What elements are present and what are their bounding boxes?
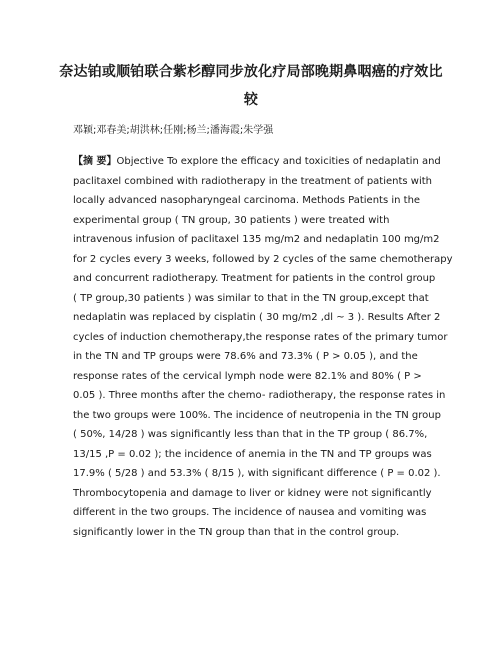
abstract-line: and concurrent radiotherapy. Treatment for patients in the control group	[73, 273, 436, 284]
abstract-line: in the TN and TP groups were 78.6% and 73.3% ( P > 0.05 ), and the	[73, 351, 418, 362]
abstract-tag: 【摘 要】	[73, 156, 117, 167]
abstract-line: Thrombocytopenia and damage to liver or kidney were not significantly	[73, 487, 432, 499]
abstract-line: ( TP group,30 patients ) was similar to that in the TN group,except that	[73, 292, 429, 304]
abstract-line: response rates of the cervical lymph node were 82.1% and 80% ( P >	[73, 370, 422, 382]
abstract	[73, 152, 453, 542]
abstract-line	[73, 152, 441, 172]
abstract-line: locally advanced nasopharyngeal carcinoma. Methods Patients in the	[73, 195, 421, 206]
title-line-1: 奈达铂或顺铂联合紫杉醇同步放化疗局部晚期鼻咽癌的疗效比	[59, 64, 443, 80]
abstract-line: significantly lower in the TN group than that in the control group.	[73, 526, 400, 538]
abstract-line: intravenous infusion of paclitaxel 135 mg/m2 and nedaplatin 100 mg/m2	[73, 234, 440, 245]
abstract-line: 0.05 ). Three months after the chemo- radiotherapy, the response rates in	[73, 390, 446, 401]
abstract-line: 17.9% ( 5/28 ) and 53.3% ( 8/15 ), with significant difference ( P = 0.02 ).	[73, 468, 441, 479]
title-line-2: 较	[243, 92, 259, 108]
author-list: 邓颖;邓春美;胡洪林;任刚;杨兰;潘海霞;朱学强	[73, 125, 274, 136]
paper-title	[40, 58, 462, 114]
abstract-line: paclitaxel combined with radiotherapy in the treatment of patients with	[73, 175, 433, 187]
abstract-line: experimental group ( TN group, 30 patients ) were treated with	[73, 214, 390, 226]
abstract-line: for 2 cycles every 3 weeks, followed by 2 cycles of the same chemotherapy	[73, 253, 453, 265]
abstract-line: the two groups were 100%. The incidence of neutropenia in the TN group	[73, 409, 441, 421]
abstract-line: ( 50%, 14/28 ) was significantly less than that in the TP group ( 86.7%,	[73, 429, 428, 440]
abstract-line: different in the two groups. The incidence of nausea and vomiting was	[73, 507, 427, 518]
abstract-line: nedaplatin was replaced by cisplatin ( 30 mg/m2 ,dl ~ 3 ). Results After 2	[73, 312, 441, 323]
abstract-line: 13/15 ,P = 0.02 ); the incidence of anemia in the TN and TP groups was	[73, 448, 432, 460]
abstract-text: Objective To explore the efficacy and toxicities of nedaplatin and	[116, 156, 441, 167]
abstract-line: cycles of induction chemotherapy,the response rates of the primary tumor	[73, 331, 448, 343]
